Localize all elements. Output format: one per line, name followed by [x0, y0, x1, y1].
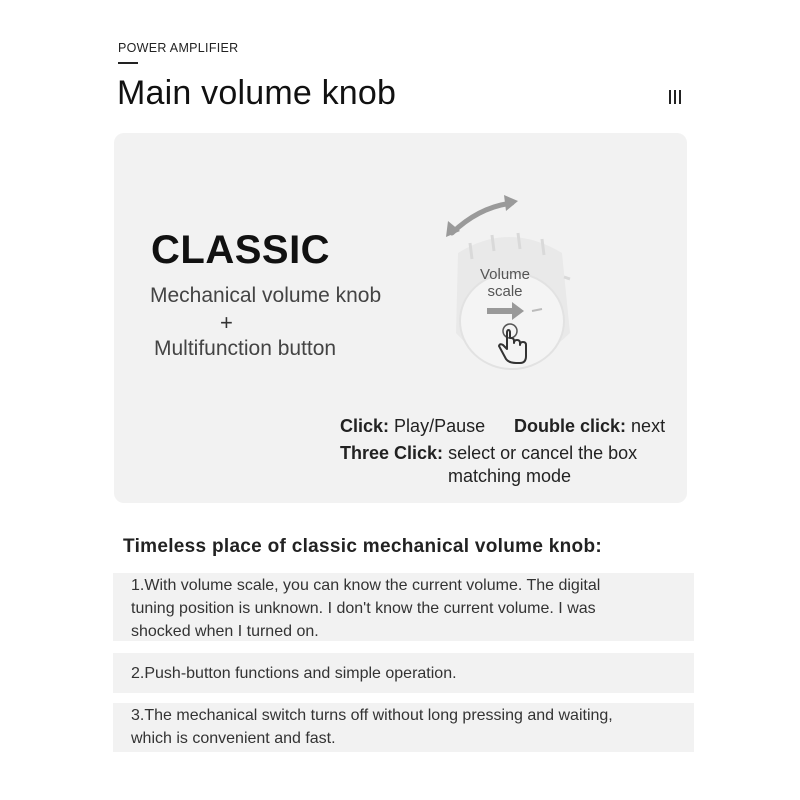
list-item	[113, 703, 694, 752]
knob-body	[456, 233, 570, 369]
function-three-click-cont: matching mode	[448, 466, 572, 486]
knob-label-volume: Volume	[479, 266, 531, 283]
list-item	[113, 573, 694, 641]
feature-line-button: Multifunction button	[154, 337, 337, 360]
list-item-line: 2.Push-button functions and simple operation.	[131, 665, 457, 682]
feature-panel	[114, 133, 687, 503]
vertical-bars-icon[interactable]	[669, 90, 681, 104]
function-click	[340, 416, 485, 437]
list-item-line: shocked when I turned on.	[131, 623, 319, 640]
page-title: Main volume knob	[117, 74, 397, 112]
knob-label	[470, 266, 540, 300]
function-three-click	[340, 443, 637, 464]
click-label: Click:	[340, 416, 390, 436]
list-item-line: 1.With volume scale, you can know the current volume. The digital	[131, 577, 601, 594]
rotate-arrow-icon	[446, 195, 518, 237]
kicker-rule	[118, 62, 138, 64]
list-item-line: 3.The mechanical switch turns off without long pressing and waiting,	[131, 707, 613, 724]
click-value: Play/Pause	[394, 416, 486, 436]
three-click-value: select or cancel the box	[448, 443, 638, 463]
feature-line-knob: Mechanical volume knob	[150, 284, 382, 307]
kicker: POWER AMPLIFIER	[118, 41, 239, 55]
list-item	[113, 653, 694, 693]
section-heading: Timeless place of classic mechanical volume knob:	[123, 536, 602, 557]
double-click-label: Double click:	[514, 416, 627, 436]
plus-sign: +	[220, 310, 233, 335]
function-double-click	[514, 416, 665, 437]
list-item-line: which is convenient and fast.	[131, 730, 336, 747]
three-click-label: Three Click:	[340, 443, 444, 463]
knob-label-scale: scale	[487, 283, 523, 300]
classic-heading: CLASSIC	[151, 228, 331, 272]
list-item-line: tuning position is unknown. I don't know the current volume. I was	[131, 600, 596, 617]
double-click-value: next	[631, 416, 666, 436]
